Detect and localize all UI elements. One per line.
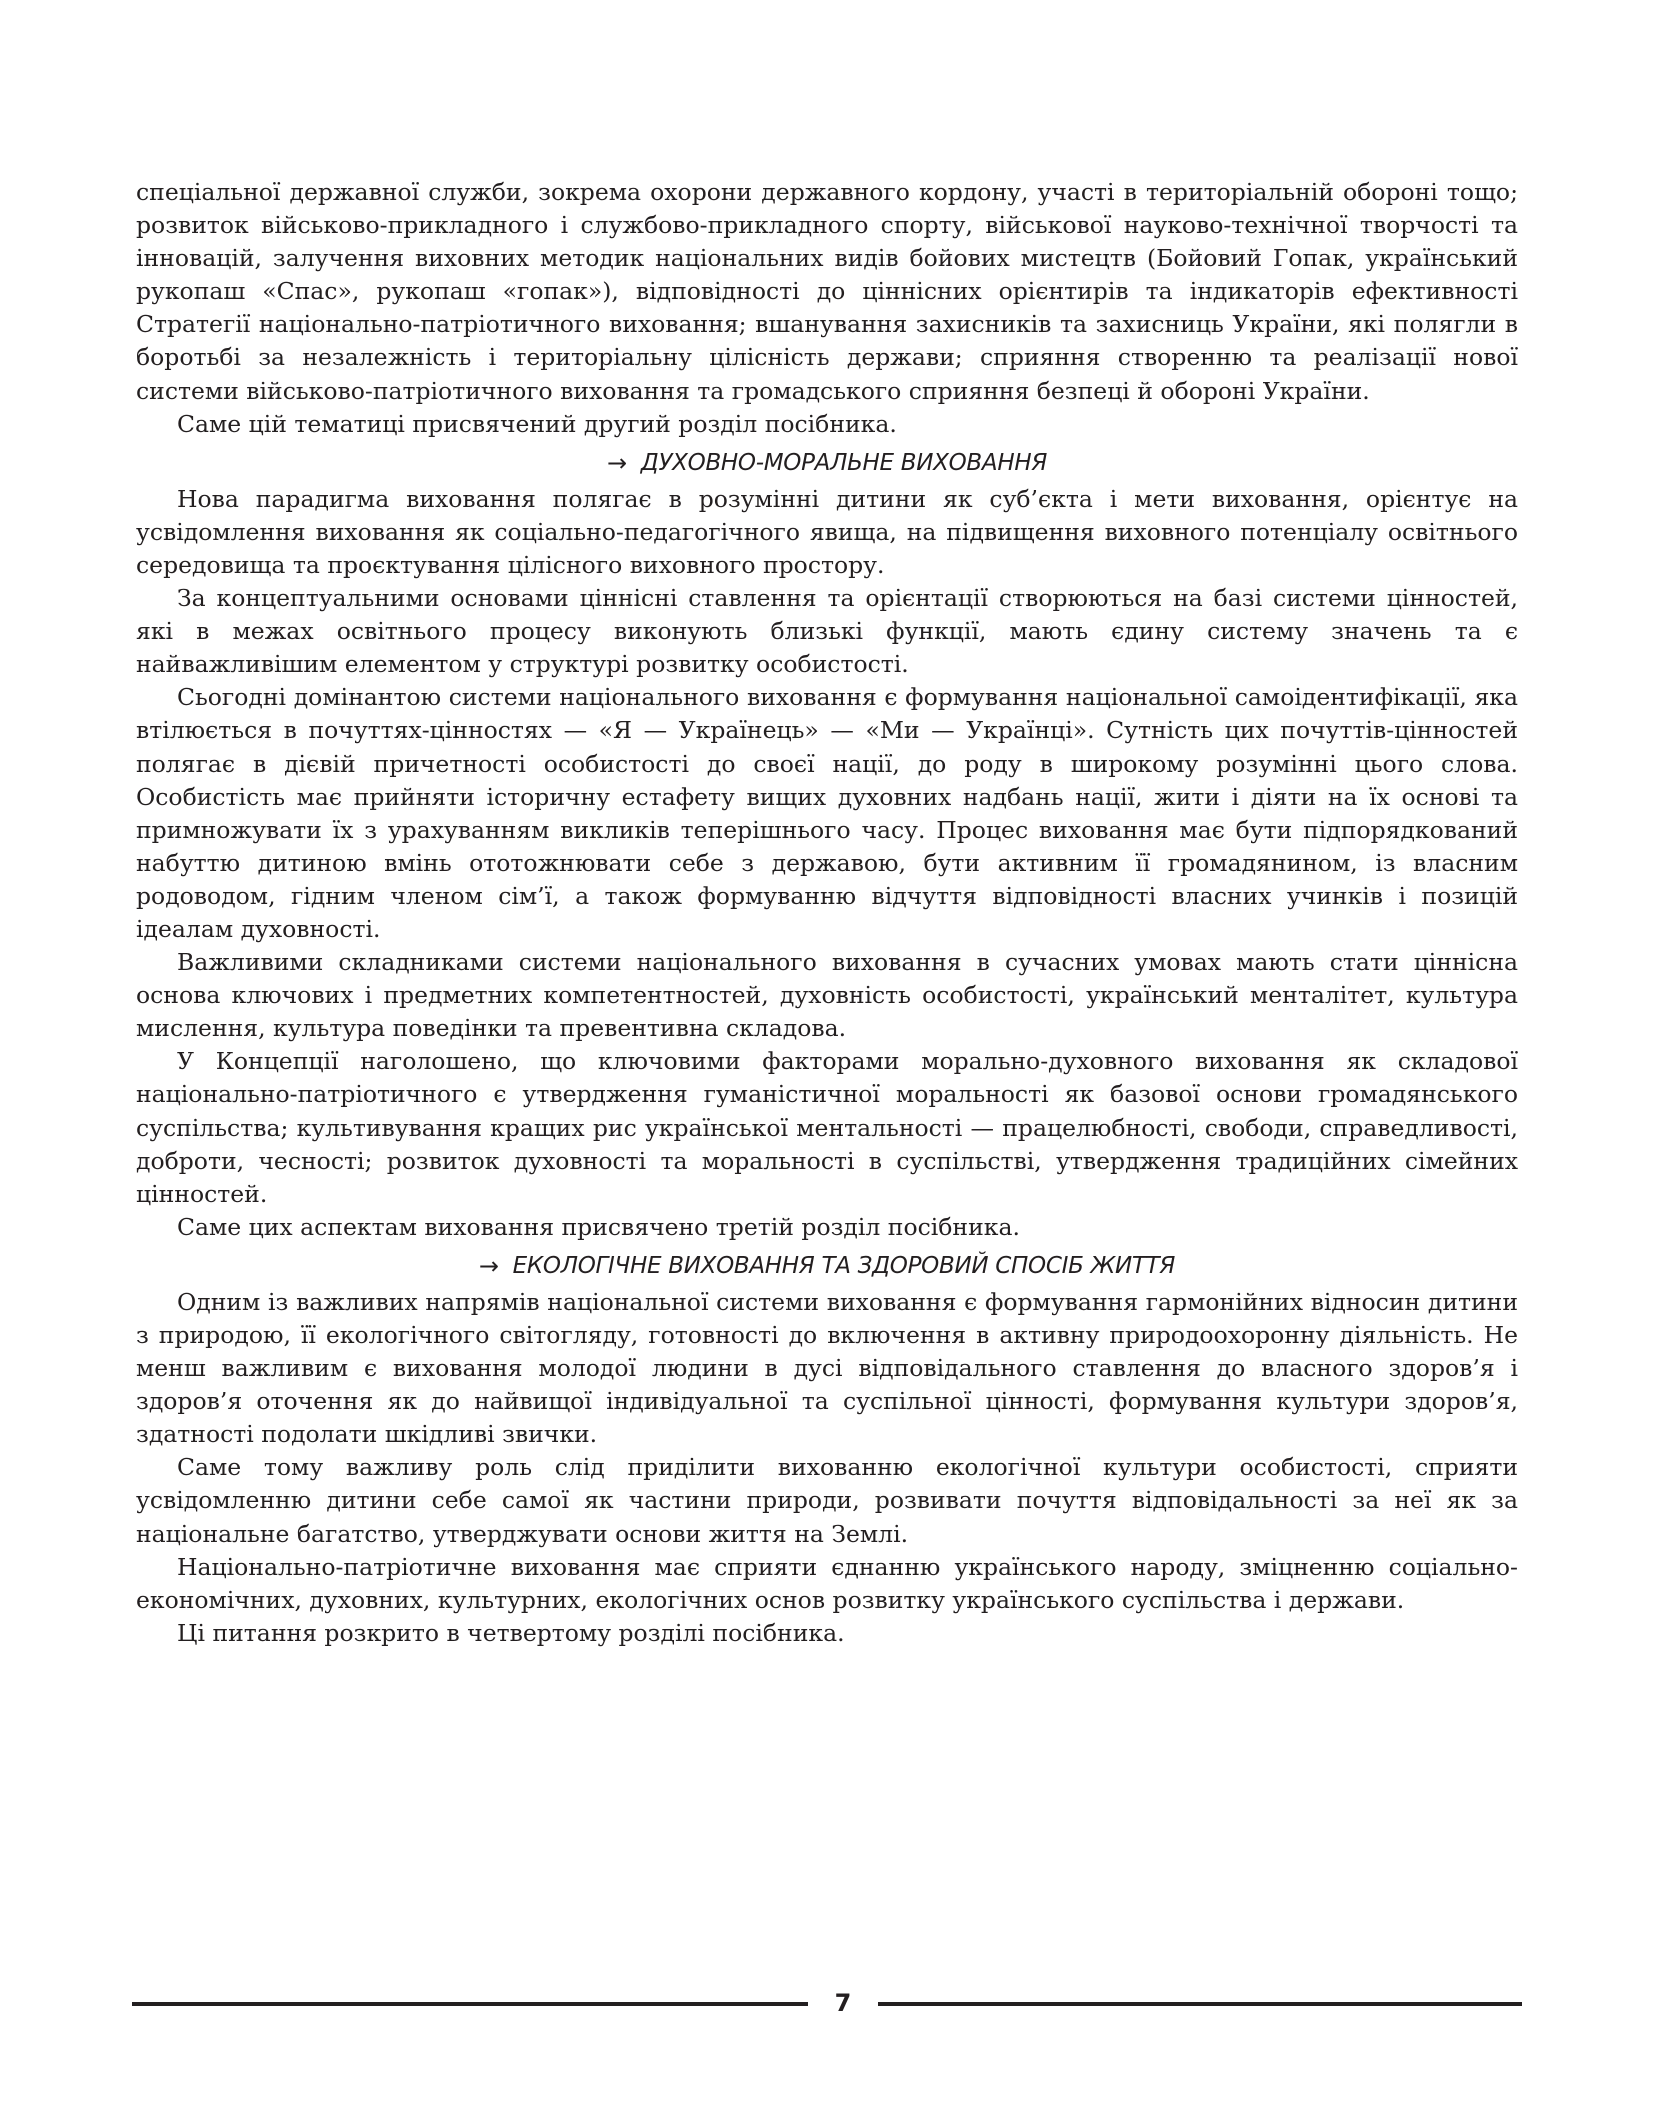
section-heading-text: ЕКОЛОГІЧНЕ ВИХОВАННЯ ТА ЗДОРОВИЙ СПОСІБ ЖИТТЯ [512,1252,1176,1279]
footer-rule-left [132,2002,808,2006]
paragraph: Саме цих аспектам виховання присвячено третій розділ посібника. [177,1212,1020,1241]
paragraph: За концептуальними основами ціннісні ставлення та орієнтації створюються на базі системи цінностей, які в межах освітнього процесу виконують близькі функції, мають єдину систему значень та є найважливішим елементом у структурі розвитку особистості. [136,584,1518,679]
section-heading-spiritual-moral [136,445,1518,481]
paragraph: Важливими складниками системи національного виховання в сучасних умовах мають стати ціннісна основа ключових і предметних компетентностей, духовність особистості, український менталітет, культура мислення, культура поведінки та превентивна складова. [136,948,1518,1043]
paragraph: Одним із важливих напрямів національної системи виховання є формування гармонійних відносин дитини з природою, її екологічного світогляду, готовності до включення в активну природоохоронну діяльність. Не менш важливим є виховання молодої людини в дусі відповідального ставлення до власного здоров’я і здоров’я оточення як до найвищої індивідуальної та суспільної цінності, формування культури здоров’я, здатності подолати шкідливі звички. [136,1287,1518,1449]
section-heading-text: ДУХОВНО-МОРАЛЬНЕ ВИХОВАННЯ [640,449,1048,476]
footer-rule-right [878,2002,1522,2006]
paragraph: У Концепції наголошено, що ключовими факторами морально-духовного виховання як складової національно-патріотичного є утвердження гуманістичної моральності як базової основи громадянського суспільства; культивування кращих рис української ментальності — працелюбності, свободи, справедливості, доброти, чесності; розвиток духовності та моральності в суспільстві, утвердження традиційних сімейних цінностей. [136,1047,1518,1208]
arrow-right-icon: → [606,448,627,477]
paragraph: Саме цій тематиці присвячений другий розділ посібника. [177,409,897,438]
page-number: 7 [834,1989,852,2017]
paragraph: Саме тому важливу роль слід приділити вихованню екологічної культури особистості, сприяти усвідомленню дитини себе самої як частини природи, розвивати почуття відповідальності за неї як за національне багатство, утверджувати основи життя на Землі. [136,1453,1518,1548]
page-body [136,176,1518,1650]
arrow-right-icon: → [478,1251,499,1280]
paragraph: Нова парадигма виховання полягає в розумінні дитини як суб’єкта і мети виховання, орієнтує на усвідомлення виховання як соціально-педагогічного явища, на підвищення виховного потенціалу освітнього середовища та проєктування цілісного виховного простору. [136,484,1518,579]
paragraph-continued: спеціальної державної служби, зокрема охорони державного кордону, участі в територіальній обороні тощо; розвиток військово-прикладного і службово-прикладного спорту, військової науково-технічної творчості та інновацій, залучення виховних методик національних видів бойових мистецтв (Бойовий Гопак, український рукопаш «Спас», рукопаш «гопак»), відповідності до ціннісних орієнтирів та індикаторів ефективності Стратегії національно-патріотичного виховання; вшанування захисників та захисниць України, які полягли в боротьбі за незалежність і територіальну цілісність держави; сприяння створенню та реалізації нової системи військово-патріотичного виховання та громадського сприяння безпеці й обороні України. [136,178,1518,405]
paragraph: Сьогодні домінантою системи національного виховання є формування національної самоідентифікації, яка втілюється в почуттях-цінностях — «Я — Українець» — «Ми — Українці». Сутність цих почуттів-цінностей полягає в дієвій причетності особистості до своєї нації, до роду в широкому розумінні цього слова. Особистість має прийняти історичну естафету вищих духовних надбань нації, жити і діяти на їх основі та примножувати їх з урахуванням викликів теперішнього часу. Процес виховання має бути підпорядкований набуттю дитиною вмінь ототожнювати себе з державою, бути активним її громадянином, із власним родоводом, гідним членом сім’ї, а також формуванню відчуття відповідності власних учинків і позицій ідеалам духовності. [136,683,1518,943]
paragraph: Ці питання розкрито в четвертому розділі посібника. [177,1618,845,1647]
paragraph: Національно-патріотичне виховання має сприяти єднанню українського народу, зміцненню соціально-економічних, духовних, культурних, екологічних основ розвитку українського суспільства і держави. [136,1552,1518,1614]
page-footer [132,1988,1522,2018]
section-heading-ecology-health [136,1248,1518,1284]
